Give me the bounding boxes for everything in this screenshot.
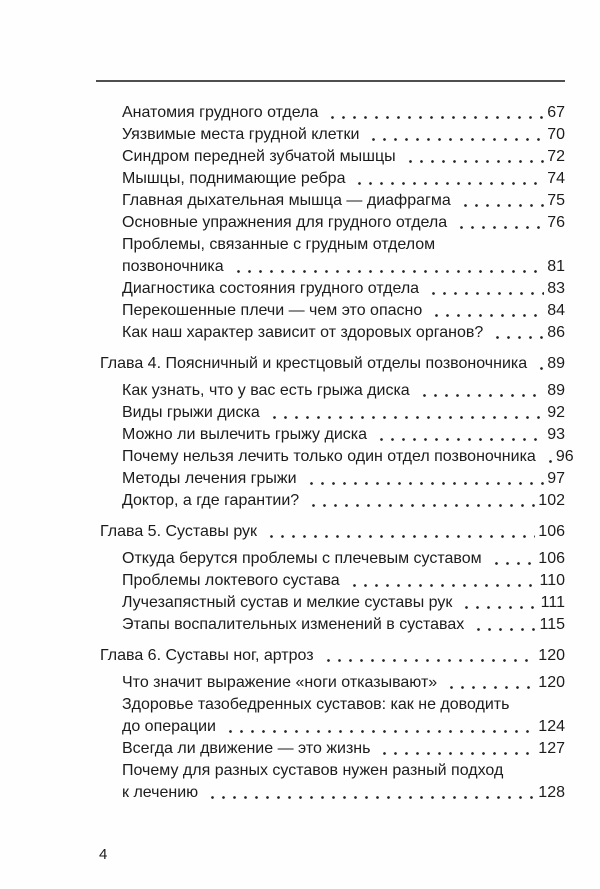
toc-entry-title: Почему нельзя лечить только один отдел позвоночника	[122, 448, 536, 465]
toc-entry-row	[100, 322, 565, 344]
toc-entry-title: до операции	[122, 718, 216, 735]
toc-entry-page-number: 96	[555, 448, 574, 465]
toc-entry-title: Здоровье тазобедренных суставов: как не доводить	[122, 696, 510, 713]
toc-entry-page-number: 72	[547, 148, 565, 165]
dot-leader	[304, 468, 545, 490]
dot-leader	[490, 322, 544, 344]
toc-entry-title: Диагностика состояния грудного отдела	[122, 280, 420, 297]
toc-entry-page-number: 110	[539, 572, 565, 589]
toc-entry-page-number: 102	[538, 492, 565, 509]
toc-entry-page-number: 76	[547, 214, 565, 231]
dot-leader	[471, 614, 536, 636]
toc-entry-row	[100, 716, 565, 738]
toc-entry-page-number: 120	[538, 674, 565, 691]
toc-entry-title: Мышцы, поднимающие ребра	[122, 170, 346, 187]
table-of-contents	[100, 102, 574, 804]
toc-entry-row	[100, 234, 565, 256]
toc-entry-row	[100, 168, 565, 190]
toc-entry-row	[100, 446, 574, 468]
dot-leader	[458, 190, 544, 212]
toc-entry-row	[100, 300, 565, 322]
toc-entry-row	[100, 548, 565, 570]
toc-entry-page-number: 92	[547, 404, 565, 421]
toc-entry-row	[100, 468, 565, 490]
toc-entry-page-number: 127	[538, 740, 565, 757]
toc-entry-title: Как узнать, что у вас есть грыжа диска	[122, 382, 410, 399]
toc-entry-row	[100, 256, 565, 278]
dot-leader	[264, 521, 535, 543]
toc-entry-row	[100, 278, 565, 300]
toc-entry-title: Основные упражнения для грудного отдела	[122, 214, 448, 231]
toc-entry-page-number: 67	[547, 104, 565, 121]
toc-entry-page-number: 83	[547, 280, 565, 297]
toc-entry-row	[100, 672, 565, 694]
toc-entry-row	[100, 490, 565, 512]
toc-entry-title: Глава 5. Суставы рук	[100, 523, 258, 540]
dot-leader	[403, 146, 545, 168]
toc-entry-title: Глава 4. Поясничный и крестцовый отделы позвоночника	[100, 355, 528, 372]
toc-entry-page-number: 81	[547, 258, 565, 275]
toc-entry-row	[100, 380, 565, 402]
toc-chapter-row	[100, 353, 565, 375]
toc-entry-page-number: 89	[547, 355, 565, 372]
toc-entry-page-number: 89	[547, 382, 565, 399]
dot-leader	[231, 256, 545, 278]
toc-entry-title: Всегда ли движение — это жизнь	[122, 740, 371, 757]
page-number: 4	[99, 846, 108, 863]
toc-entry-title: Что значит выражение «ноги отказывают»	[122, 674, 438, 691]
toc-entry-page-number: 111	[540, 594, 565, 611]
toc-entry-row	[100, 694, 565, 716]
toc-entry-title: Виды грыжи диска	[122, 404, 260, 421]
toc-entry-title: Перекошенные плечи — чем это опасно	[122, 302, 423, 319]
toc-entry-title: Этапы воспалительных изменений в суставах	[122, 616, 465, 633]
toc-entry-page-number: 115	[539, 616, 565, 633]
toc-entry-page-number: 106	[538, 523, 565, 540]
dot-leader	[267, 402, 544, 424]
toc-entry-page-number: 84	[547, 302, 565, 319]
toc-entry-title: Анатомия грудного отдела	[122, 104, 319, 121]
header-rule	[96, 80, 565, 82]
toc-entry-page-number: 128	[538, 784, 565, 801]
dot-leader	[459, 592, 537, 614]
toc-entry-row	[100, 614, 565, 636]
toc-entry-row	[100, 592, 565, 614]
toc-chapter-row	[100, 645, 565, 667]
toc-entry-title: Проблемы локтевого сустава	[122, 572, 340, 589]
toc-entry-title: позвоночника	[122, 258, 224, 275]
dot-leader	[352, 168, 544, 190]
toc-entry-title: к лечению	[122, 784, 199, 801]
toc-entry-title: Уязвимые места грудной клетки	[122, 126, 360, 143]
dot-leader	[374, 424, 544, 446]
toc-entry-page-number: 75	[547, 192, 565, 209]
toc-entry-title: Доктор, а где гарантии?	[122, 492, 300, 509]
dot-leader	[223, 716, 535, 738]
toc-entry-page-number: 120	[538, 647, 565, 664]
toc-entry-row	[100, 424, 565, 446]
dot-leader	[306, 490, 535, 512]
toc-entry-page-number: 86	[547, 324, 565, 341]
toc-entry-row	[100, 146, 565, 168]
toc-entry-page-number: 93	[547, 426, 565, 443]
dot-leader	[321, 645, 536, 667]
toc-entry-title: Почему для разных суставов нужен разный подход	[122, 762, 504, 779]
toc-entry-title: Откуда берутся проблемы с плечевым суставом	[122, 550, 482, 567]
dot-leader	[489, 548, 536, 570]
toc-entry-page-number: 97	[547, 470, 565, 487]
toc-entry-page-number: 70	[547, 126, 565, 143]
toc-entry-page-number: 106	[538, 550, 565, 567]
dot-leader	[366, 124, 544, 146]
dot-leader	[454, 212, 544, 234]
dot-leader	[444, 672, 535, 694]
dot-leader	[543, 446, 553, 468]
toc-entry-row	[100, 760, 565, 782]
toc-entry-title: Методы лечения грыжи	[122, 470, 297, 487]
dot-leader	[377, 738, 535, 760]
toc-entry-row	[100, 212, 565, 234]
toc-entry-page-number: 74	[547, 170, 565, 187]
toc-entry-title: Как наш характер зависит от здоровых органов?	[122, 324, 484, 341]
toc-entry-row	[100, 402, 565, 424]
dot-leader	[205, 782, 535, 804]
toc-entry-title: Можно ли вылечить грыжу диска	[122, 426, 367, 443]
toc-entry-title: Главная дыхательная мышца — диафрагма	[122, 192, 451, 209]
dot-leader	[347, 570, 537, 592]
toc-chapter-row	[100, 521, 565, 543]
toc-entry-title: Проблемы, связанные с грудным отделом	[122, 236, 436, 253]
toc-entry-title: Синдром передней зубчатой мышцы	[122, 148, 396, 165]
toc-entry-row	[100, 102, 565, 124]
toc-entry-row	[100, 570, 565, 592]
toc-entry-title: Лучезапястный сустав и мелкие суставы рук	[122, 594, 453, 611]
dot-leader	[325, 102, 544, 124]
dot-leader	[417, 380, 545, 402]
dot-leader	[429, 300, 544, 322]
toc-entry-row	[100, 124, 565, 146]
toc-entry-title: Глава 6. Суставы ног, артроз	[100, 647, 314, 664]
toc-entry-page-number: 124	[538, 718, 565, 735]
toc-entry-row	[100, 738, 565, 760]
toc-entry-row	[100, 190, 565, 212]
dot-leader	[426, 278, 544, 300]
dot-leader	[534, 353, 544, 375]
toc-entry-row	[100, 782, 565, 804]
